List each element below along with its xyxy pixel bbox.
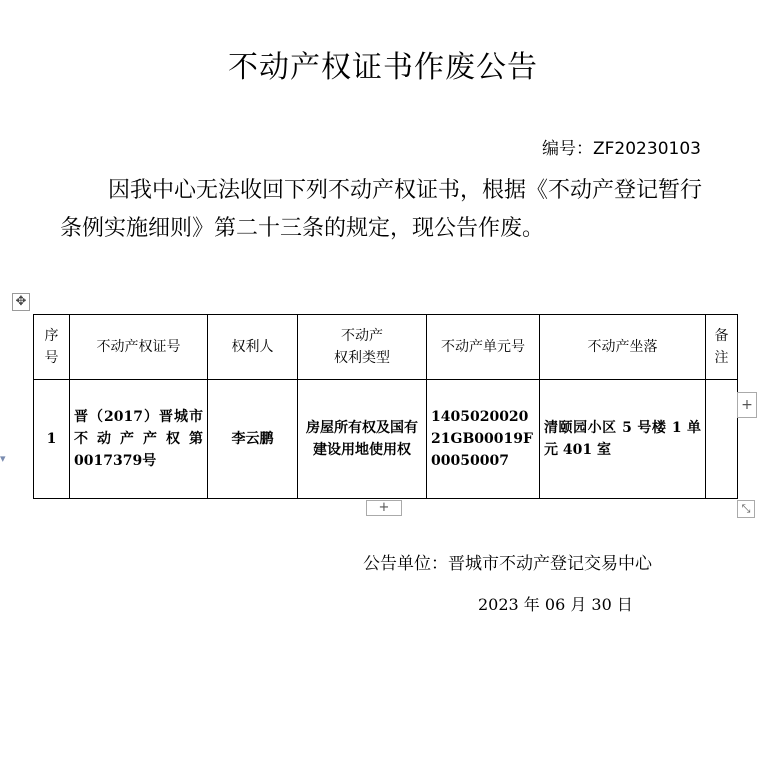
resize-icon[interactable]: ⤡ [737,500,755,518]
header-holder: 权利人 [208,315,298,380]
cell-unit-no: 140502002021GB00019F00050007 [427,380,540,499]
header-unit-no: 不动产单元号 [427,315,540,380]
plus-icon: + [741,397,753,413]
cell-seq: 1 [34,380,70,499]
body-paragraph: 因我中心无法收回下列不动产权证书，根据《不动产登记暂行条例实施细则》第二十三条的规定，现公告作废。 [60,178,703,241]
issue-date: 2023 年 06 月 30 日 [478,595,633,614]
move-icon[interactable]: ✥ [12,293,30,311]
document-number: 编号：ZF20230103 [542,139,701,159]
cell-remark [706,380,738,499]
page-title: 不动产权证书作废公告 [228,50,538,85]
add-column-button[interactable] [737,392,757,418]
cell-cert-no: 晋（2017）晋城市不动产产权第0017379号 [70,380,208,499]
header-right-type: 不动产 权利类型 [298,315,427,380]
cell-location: 清颐园小区 5 号楼 1 单元 401 室 [540,380,706,499]
margin-marker-icon: ▾ [0,452,6,465]
plus-icon: + [378,500,390,515]
add-row-button[interactable] [366,500,402,516]
header-remark: 备注 [706,315,738,380]
header-seq: 序号 [34,315,70,380]
table-row [34,380,738,499]
issuer-line: 公告单位：晋城市不动产登记交易中心 [363,554,652,574]
cell-right-type: 房屋所有权及国有建设用地使用权 [298,380,427,499]
header-cert-no: 不动产权证号 [70,315,208,380]
cell-holder: 李云鹏 [208,380,298,499]
table-header-row [34,315,738,380]
certificate-table [33,314,738,499]
header-location: 不动产坐落 [540,315,706,380]
